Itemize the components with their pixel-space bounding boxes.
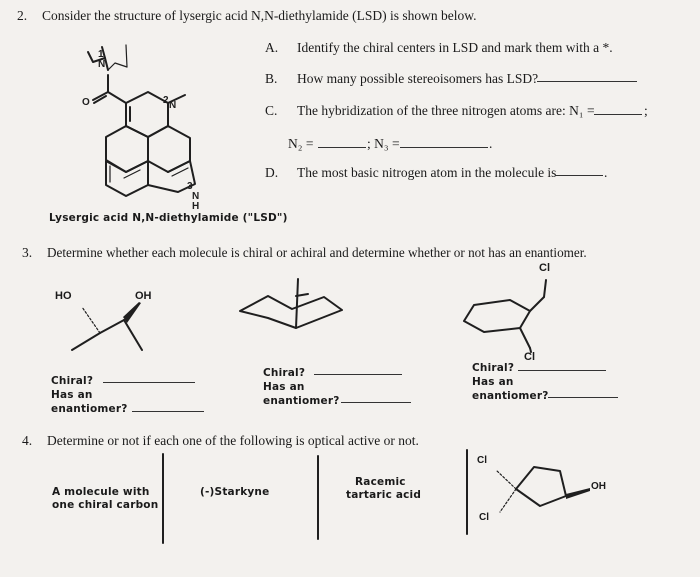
m2-chiral-label: Chiral? (263, 367, 306, 379)
m1-has-an-label: Has an (51, 389, 93, 401)
m1-ho-label: HO (55, 290, 72, 302)
m3-enantiomer-label: enantiomer? (472, 390, 549, 402)
m1-oh-label: OH (135, 290, 152, 302)
n3-number: 3 (187, 181, 193, 192)
n1-number: 1 (98, 49, 104, 60)
q2b-text: How many possible stereoisomers has LSD? (297, 71, 539, 86)
q2c-letter: C. (265, 103, 278, 118)
q4-case3-line2: tartaric acid (346, 489, 422, 501)
q2d-text: The most basic nitrogen atom in the molecule is (297, 165, 557, 180)
lsd-caption: Lysergic acid N,N-diethylamide ("LSD") (49, 212, 288, 224)
m1-chiral-label: Chiral? (51, 375, 94, 387)
m1-enantiomer-blank[interactable] (132, 400, 204, 412)
m3-enantiomer-blank[interactable] (548, 386, 618, 398)
m2-enantiomer-label: enantiomer? (263, 395, 340, 407)
q2-prompt: Consider the structure of lysergic acid N,N-diethylamide (LSD) is shown below. (42, 8, 477, 23)
q4-cl-top-label: Cl (477, 455, 487, 466)
m1-chiral-blank[interactable] (103, 371, 195, 383)
q2-number: 2. (17, 8, 28, 23)
n2-label-text: N₂ = (288, 136, 314, 151)
m1-enantiomer-label: enantiomer? (51, 403, 128, 415)
q2c-end: ; (644, 103, 648, 118)
q4-number: 4. (22, 433, 33, 448)
q3-prompt: Determine whether each molecule is chiral or achiral and determine whether or not has an enantiomer. (47, 245, 587, 260)
q4-cl-bottom-label: Cl (479, 512, 489, 523)
n3-end: . (489, 136, 493, 151)
n3-h-label: H (192, 201, 200, 212)
q2a-text: Identify the chiral centers in LSD and mark them with a *. (297, 40, 613, 55)
m3-cl-top-label: Cl (539, 262, 550, 274)
q2b-letter: B. (265, 71, 278, 86)
n3-label-text: ; N₃ = (367, 136, 400, 151)
n2-label: N (169, 100, 177, 111)
q4-prompt: Determine or not if each one of the following is optical active or not. (47, 433, 419, 448)
q2a-letter: A. (265, 40, 279, 55)
m2-chiral-blank[interactable] (314, 363, 402, 375)
n3-label: N (192, 191, 200, 202)
q4-case3-line1: Racemic (355, 476, 406, 488)
q4-oh-label: OH (591, 481, 606, 492)
q3-number: 3. (22, 245, 33, 260)
n2-number: 2 (163, 95, 169, 106)
q4-case2: (-)Starkyne (200, 486, 270, 498)
m3-chiral-blank[interactable] (518, 359, 606, 371)
m2-enantiomer-blank[interactable] (341, 391, 411, 403)
n1-label: N (98, 59, 106, 70)
m3-cl-bottom-label: Cl (524, 351, 535, 363)
oxygen-label: O (82, 97, 90, 108)
m3-chiral-label: Chiral? (472, 362, 515, 374)
q2d-letter: D. (265, 165, 279, 180)
m3-has-an-label: Has an (472, 376, 514, 388)
q4-case1-line2: one chiral carbon (52, 499, 159, 511)
q2c-text: The hybridization of the three nitrogen atoms are: N₁ = (297, 103, 595, 118)
q4-case1-line1: A molecule with (52, 486, 150, 498)
q2d-end: . (604, 165, 608, 180)
m2-has-an-label: Has an (263, 381, 305, 393)
